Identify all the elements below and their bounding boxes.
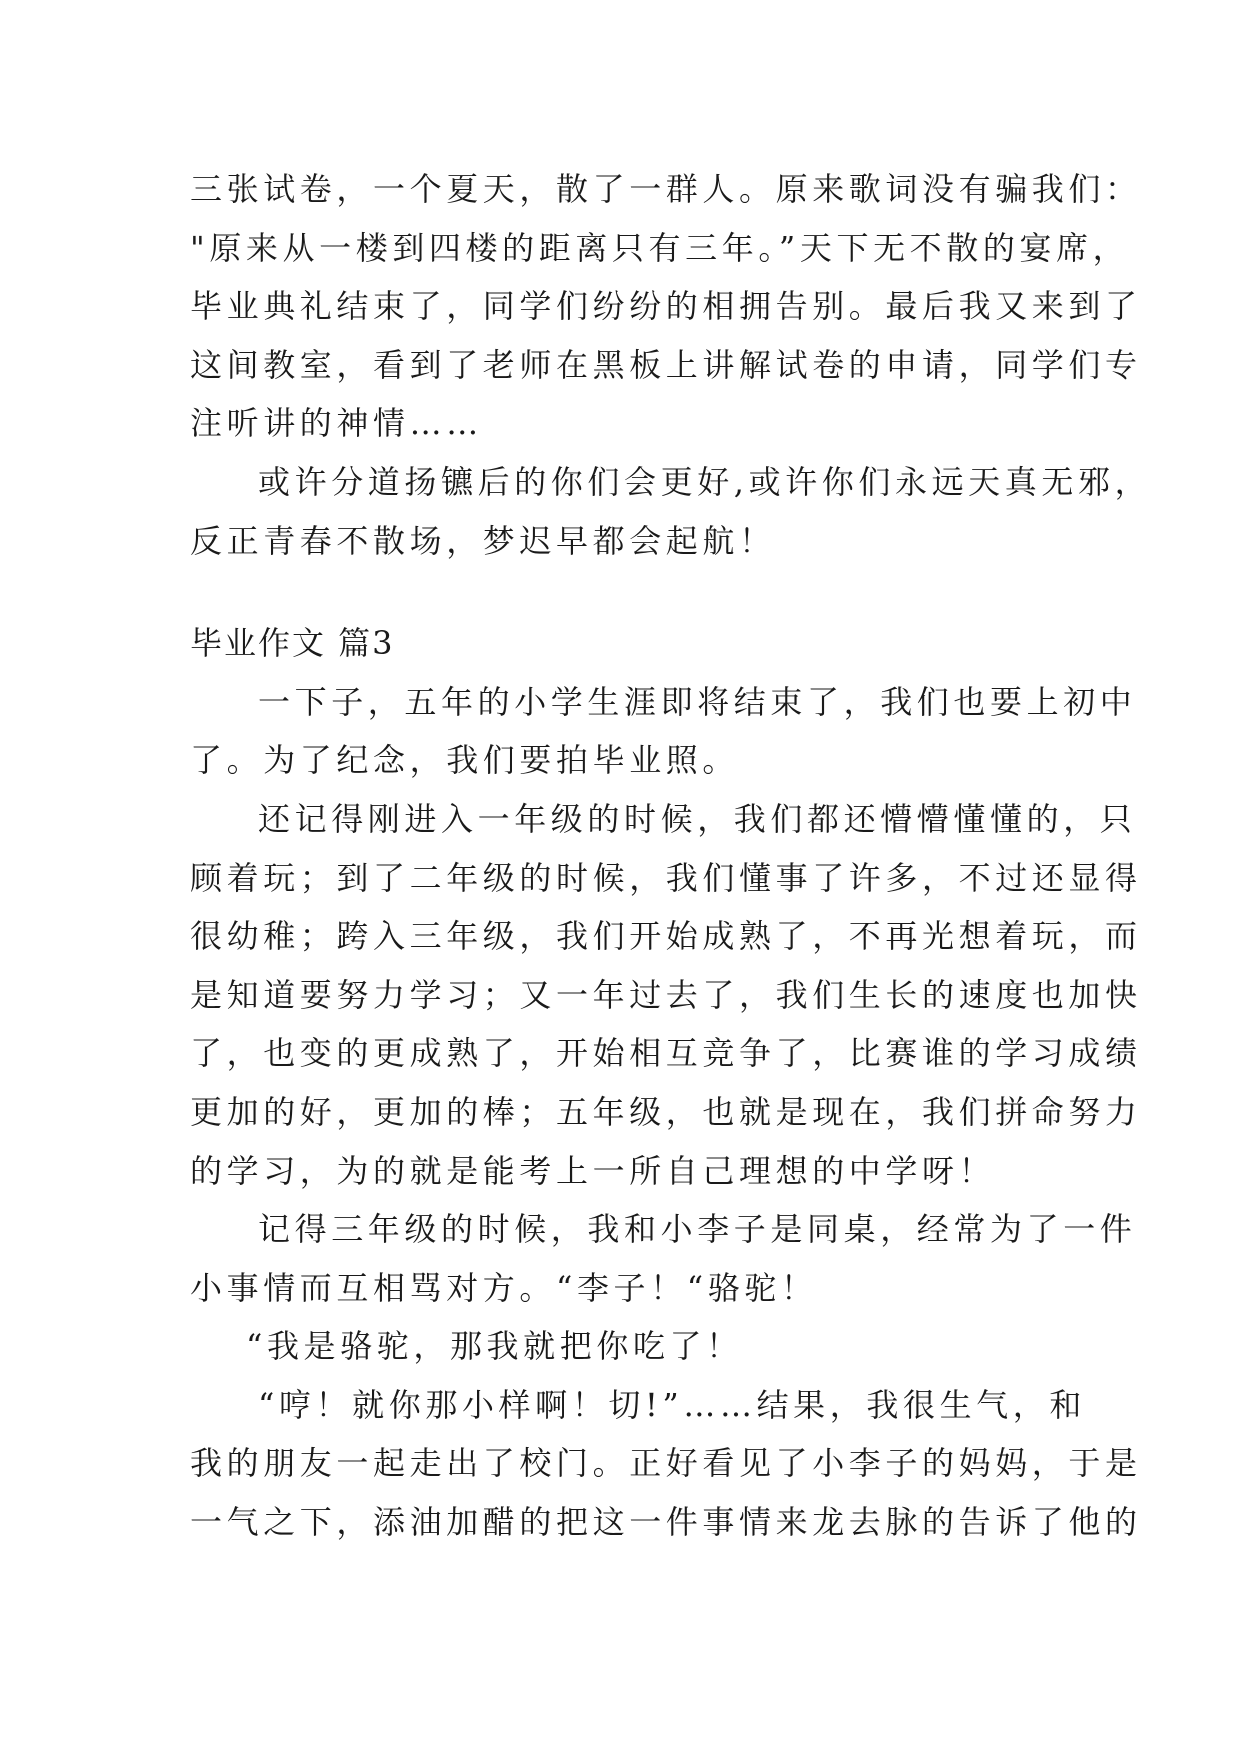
text-line: 或许分道扬镳后的你们会更好,或许你们永远天真无邪， [258,462,1152,501]
paragraph [190,453,1152,570]
text-line: 的学习，为的就是能考上一所自己理想的中学呀！ [190,1151,996,1190]
text-line: 了，也变的更成熟了，开始相互竞争了，比赛谁的学习成绩 [190,1034,1142,1073]
text-line: “我是骆驼，那我就把你吃了！ [246,1327,743,1366]
document-page [190,160,1152,1552]
text-line: 了。为了纪念，我们要拍毕业照。 [190,741,740,780]
text-line: "原来从一楼到四楼的距离只有三年。”天下无不散的宴席， [190,228,1130,267]
paragraph [190,1200,1137,1317]
text-line: 小事情而互相骂对方。“李子！“骆驼！ [190,1268,818,1307]
text-line: “哼！就你那小样啊！切!”……结果，我很生气，和 [258,1385,1086,1424]
paragraph [190,673,1137,790]
text-line: 是知道要努力学习；又一年过去了，我们生长的速度也加快 [190,975,1142,1014]
text-line: 更加的好，更加的棒；五年级，也就是现在，我们拼命努力 [190,1092,1142,1131]
paragraph [190,1376,1142,1552]
text-line: 一气之下，添油加醋的把这一件事情来龙去脉的告诉了他的 [190,1503,1142,1542]
text-line: 反正青春不散场，梦迟早都会起航！ [190,521,776,560]
text-line: 很幼稚；跨入三年级，我们开始成熟了，不再光想着玩，而 [190,917,1142,956]
text-line: 顾着玩；到了二年级的时候，我们懂事了许多，不过还显得 [190,858,1142,897]
section-title: 毕业作文 篇3 [190,624,395,663]
paragraph [190,790,1142,1200]
section-spacer [190,570,1060,614]
text-line: 一下子，五年的小学生涯即将结束了，我们也要上初中 [258,682,1137,721]
text-line: 我的朋友一起走出了校门。正好看见了小李子的妈妈，于是 [190,1444,1142,1483]
text-line: 记得三年级的时候，我和小李子是同桌，经常为了一件 [258,1210,1137,1249]
text-line: 三张试卷，一个夏天，散了一群人。原来歌词没有骗我们： [190,170,1142,208]
paragraph [190,160,1142,453]
text-line: 注听讲的神情…… [190,404,483,443]
text-line: 还记得刚进入一年级的时候，我们都还懵懵懂懂的，只 [258,799,1137,838]
text-line: 这间教室，看到了老师在黑板上讲解试卷的申请，同学们专 [190,345,1142,384]
paragraph [190,1317,1060,1376]
text-line: 毕业典礼结束了，同学们纷纷的相拥告别。最后我又来到了 [190,287,1142,326]
